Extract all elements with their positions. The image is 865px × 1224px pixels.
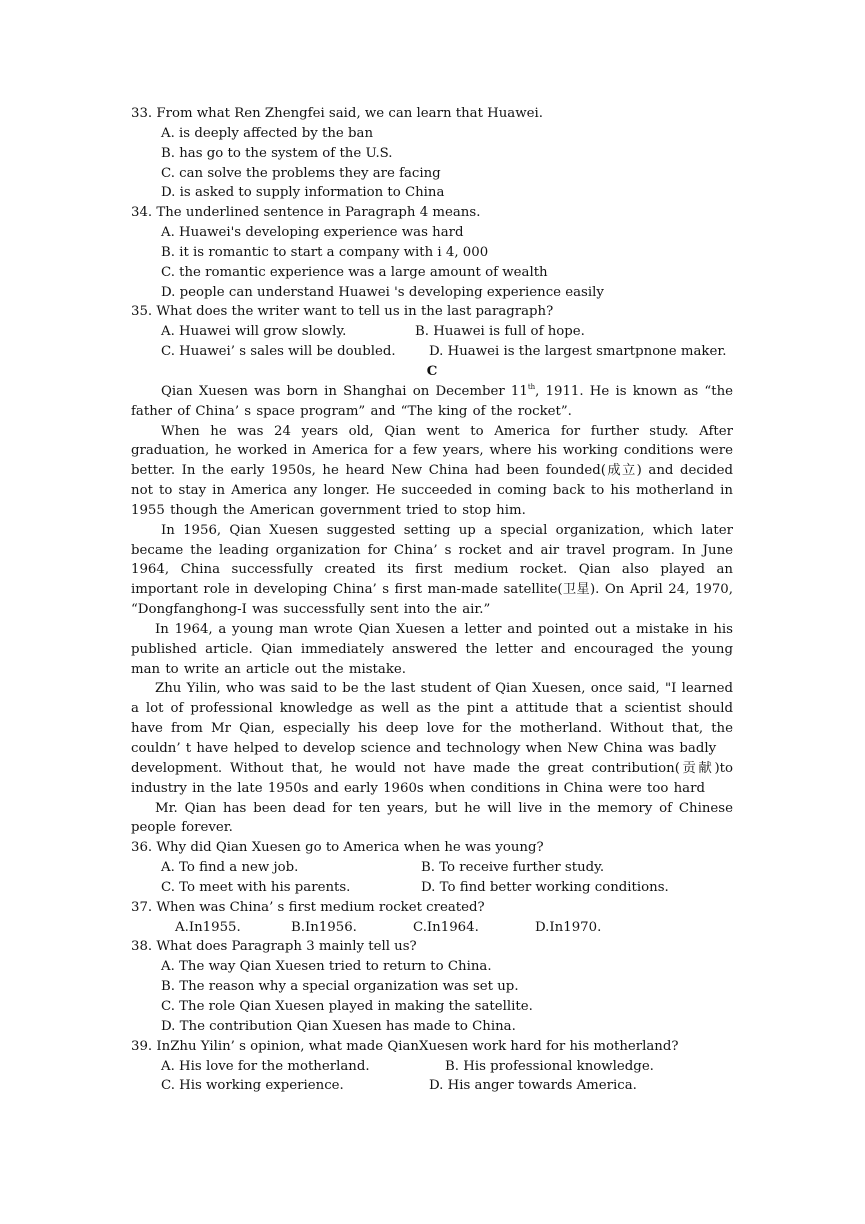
passage-paragraph-1-text-a: Qian Xuesen was born in Shanghai on December 11 (161, 383, 528, 399)
question-36-options-row-1 (131, 858, 733, 878)
question-37-option-d: D.In1970. (535, 919, 602, 935)
question-36-option-a: A. To find a new job. (161, 860, 299, 876)
question-39-stem: 39. InZhu Yilin’ s opinion, what made QianXuesen work hard for his motherland? (131, 1038, 679, 1054)
question-38-stem: 38. What does Paragraph 3 mainly tell us? (131, 939, 417, 955)
question-39-option-d: D. His anger towards America. (429, 1078, 637, 1094)
question-39-options-row-2 (131, 1076, 733, 1096)
question-35-options-row-1 (131, 322, 733, 342)
question-34-option-c: C. the romantic experience was a large amount of wealth (161, 264, 548, 280)
question-39-option-c: C. His working experience. (161, 1078, 344, 1094)
question-34-stem: 34. The underlined sentence in Paragraph 4 means. (131, 205, 481, 221)
question-36-stem: 36. Why did Qian Xuesen go to America when he was young? (131, 840, 544, 856)
question-36-options-row-2 (131, 878, 733, 898)
question-35-option-a: A. Huawei will grow slowly. (161, 324, 347, 340)
passage-paragraph-1 (131, 382, 733, 422)
section-heading: C (426, 363, 438, 379)
question-33-stem: 33. From what Ren Zhengfei said, we can learn that Huawei. (131, 106, 543, 121)
question-33-option-b: B. has go to the system of the U.S. (161, 145, 393, 161)
question-37-option-a: A.In1955. (175, 919, 241, 935)
question-39-option-a: A. His love for the motherland. (161, 1058, 370, 1074)
question-35-option-d: D. Huawei is the largest smartpnone maker. (429, 344, 727, 360)
passage-paragraph-6: development. Without that, he would not have made the great contribution(贡献)to industry in the late 1950s and early 1960s when conditions in China were too hard (131, 760, 733, 796)
question-35-options-row-2 (131, 342, 733, 362)
question-33-option-d: D. is asked to supply information to China (161, 185, 445, 201)
question-37-stem: 37. When was China’ s first medium rocket created? (131, 899, 485, 915)
question-37-options-row (131, 918, 733, 938)
passage-paragraph-4: In 1964, a young man wrote Qian Xuesen a letter and pointed out a mistake in his published article. Qian immediately answered the letter and encouraged the young man to write an article out the mistake. (131, 621, 733, 677)
passage-paragraph-7: Mr. Qian has been dead for ten years, but he will live in the memory of Chinese people forever. (131, 800, 733, 836)
passage-paragraph-2: When he was 24 years old, Qian went to America for further study. After graduation, he worked in America for a few years, where his working conditions were better. In the early 1950s, he heard New China had been founded(成立) and decided not to stay in America any longer. He succeeded in coming back to his motherland in 1955 though the American government tried to stop him. (131, 423, 733, 518)
question-33-option-c: C. can solve the problems they are facing (161, 165, 441, 181)
question-39-option-b: B. His professional knowledge. (445, 1058, 654, 1074)
question-34-option-b: B. it is romantic to start a company with i 4, 000 (161, 244, 489, 260)
question-35-option-c: C. Huawei’ s sales will be doubled. (161, 344, 396, 360)
question-35-stem: 35. What does the writer want to tell us in the last paragraph? (131, 304, 554, 320)
question-37-option-b: B.In1956. (291, 919, 357, 935)
exam-content (131, 104, 733, 1096)
question-37-option-c: C.In1964. (413, 919, 479, 935)
ordinal-superscript: th (527, 382, 536, 391)
question-36-option-d: D. To find better working conditions. (421, 879, 669, 895)
question-38-option-b: B. The reason why a special organization was set up. (161, 979, 519, 995)
question-36-option-c: C. To meet with his parents. (161, 879, 351, 895)
question-35-option-b: B. Huawei is full of hope. (415, 324, 585, 340)
question-33-option-a: A. is deeply affected by the ban (161, 125, 374, 141)
question-38-option-c: C. The role Qian Xuesen played in making the satellite. (161, 998, 533, 1014)
passage-paragraph-3: In 1956, Qian Xuesen suggested setting up a special organization, which later became the leading organization for China’ s rocket and air travel program. In June 1964, China successfully created its first medium rocket. Qian also played an important role in developing China’ s first man-made satellite(卫星). On April 24, 1970, “Dongfanghong-I was successfully sent into the air.” (131, 522, 733, 618)
question-39-options-row-1 (131, 1057, 733, 1077)
question-34-option-a: A. Huawei's developing experience was hard (161, 225, 464, 241)
question-34-option-d: D. people can understand Huawei 's developing experience easily (161, 284, 604, 300)
question-38-option-a: A. The way Qian Xuesen tried to return to China. (161, 959, 492, 975)
passage-paragraph-5: Zhu Yilin, who was said to be the last student of Qian Xuesen, once said, "I learned a lot of professional knowledge as well as the pint a attitude that a scientist should have from Mr Qian, especially his deep love for the motherland. Without that, the couldn’ t have helped to develop science and technology when New China was badly (131, 681, 733, 756)
question-36-option-b: B. To receive further study. (421, 860, 605, 876)
question-38-option-d: D. The contribution Qian Xuesen has made to China. (161, 1018, 516, 1034)
passage-paragraph-1-text-b: , 1911. He is known as “the father of China’ s space program” and “The king of the rocket”. (131, 383, 734, 419)
